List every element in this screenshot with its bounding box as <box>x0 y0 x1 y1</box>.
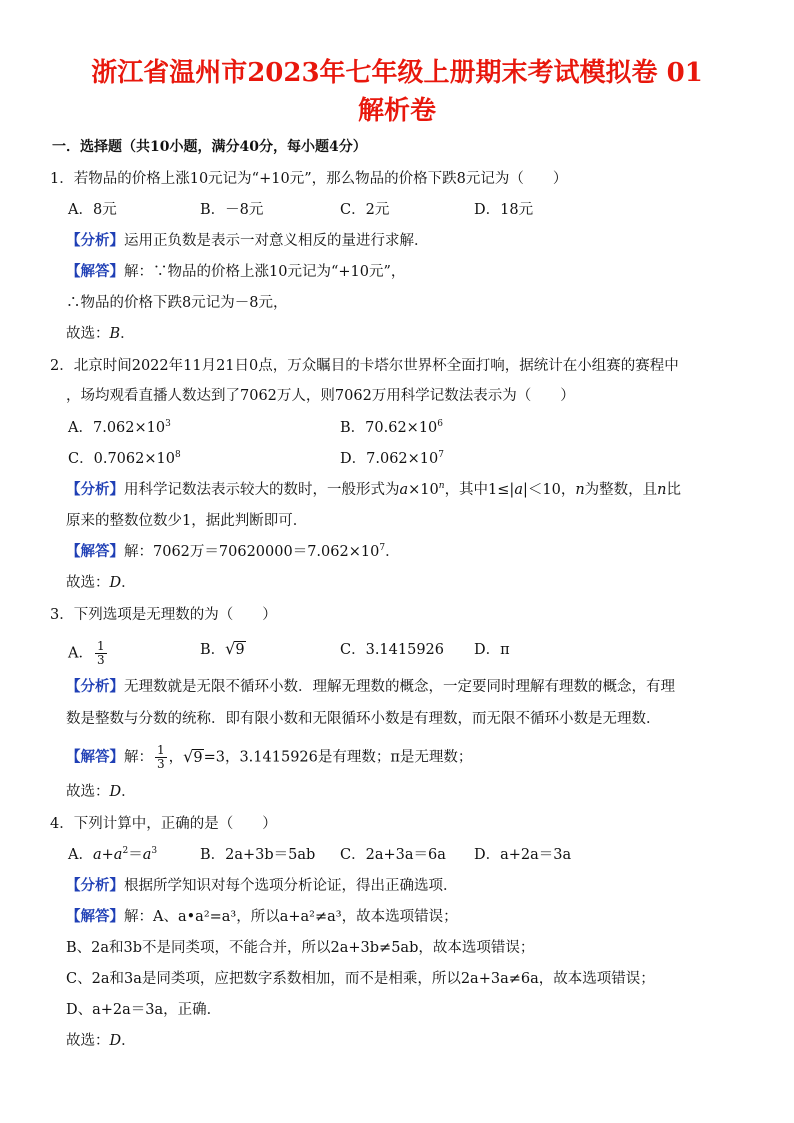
q4-option-b: B．2a+3b＝5ab <box>200 847 316 863</box>
q1-choice: 故选：B． <box>66 326 135 342</box>
q2-stem-line-1: 2．北京时间2022年11月21日0点，万众瞩目的卡塔尔世界杯全面打响，据统计在小组赛的赛程中 <box>50 358 679 374</box>
q4-stem: 4．下列计算中，正确的是（ ） <box>50 816 277 832</box>
q2-analysis-line-1: 【分析】用科学记数法表示较大的数时，一般形式为$a\times 10^n$，其中1≤|a|＜10，n为整数，且n比 <box>66 481 682 498</box>
q2-option-c: C．$0.7062\times 10^8$ <box>68 450 181 467</box>
q2-stem-line-2: ，场均观看直播人数达到了7062万人，则7062万用科学记数法表示为（ ） <box>66 388 575 404</box>
sqrt-nine: √ 9 <box>183 746 203 766</box>
q1-answer-line-2: ∴物品的价格下跌8元记为－8元， <box>66 295 288 311</box>
q4-option-d: D．a+2a＝3a <box>474 847 572 863</box>
q1-option-a: A．8元 <box>68 202 117 218</box>
fraction-one-third: $\frac{1}{3}$ <box>96 639 105 667</box>
q4-answer-line-2: B、2a和3b不是同类项，不能合并，所以2a+3b≠5ab，故本选项错误； <box>66 940 535 956</box>
q1-option-b: B．－8元 <box>200 202 264 218</box>
q3-analysis-line-1: 【分析】无理数就是无限不循环小数．理解无理数的概念，一定要同时理解有理数的概念，有理 <box>66 678 675 695</box>
fraction-one-third: $\frac{1}{3}$ <box>157 743 165 771</box>
sqrt-nine: √ 9 <box>225 639 245 658</box>
section-heading: 一．选择题（共10小题，满分40分，每小题4分） <box>52 139 367 155</box>
q1-analysis: 【分析】运用正负数是表示一对意义相反的量进行求解． <box>66 232 429 249</box>
q3-stem: 3．下列选项是无理数的为（ ） <box>50 607 277 623</box>
analysis-tag: 【分析】 <box>66 232 124 249</box>
q3-option-b: B． √ 9 <box>200 639 245 658</box>
q2-choice: 故选：D． <box>66 575 136 591</box>
q2-option-a: A．$7.062\times 10^3$ <box>68 419 171 436</box>
title-line-1: 浙江省温州市2023年七年级上册期末考试模拟卷 01 <box>91 58 703 88</box>
q2-option-d: D．$7.062\times 10^7$ <box>340 450 444 467</box>
q4-choice: 故选：D． <box>66 1033 136 1049</box>
q3-answer: 【解答】解： $\frac{1}{3}$ ， √ 9 =3，3.1415926是有理数；π是无理数； <box>66 743 473 771</box>
q1-option-c: C．2元 <box>340 202 390 218</box>
q3-option-d: D．π <box>474 642 510 658</box>
q1-stem: 1．若物品的价格上涨10元记为“+10元”，那么物品的价格下跌8元记为（ ） <box>50 171 568 187</box>
q1-answer-line-1: 【解答】解：∵物品的价格上涨10元记为“+10元”， <box>66 263 406 280</box>
q3-option-c: C．3.1415926 <box>340 642 445 658</box>
q4-option-a: A．$a+a^2=a^3$ <box>68 846 158 863</box>
q4-analysis: 【分析】根据所学知识对每个选项分析论证，得出正确选项． <box>66 877 458 894</box>
title-line-2: 解析卷 <box>357 96 436 126</box>
q4-answer-line-1: 【解答】解：A、a•a²=a³，所以a+a²≠a³，故本选项错误； <box>66 908 458 925</box>
q3-option-a: A． $\frac{1}{3}$ <box>68 639 105 667</box>
q4-answer-line-4: D、a+2a＝3a，正确． <box>66 1002 222 1018</box>
q2-analysis-line-2: 原来的整数位数少1，据此判断即可． <box>66 513 308 529</box>
q4-answer-line-3: C、2a和3a是同类项，应把数字系数相加，而不是相乘，所以2a+3a≠6a，故本选项错误； <box>66 971 655 987</box>
q2-option-b: B．$70.62\times 10^6$ <box>340 419 444 436</box>
q3-choice: 故选：D． <box>66 784 136 800</box>
q3-analysis-line-2: 数是整数与分数的统称．即有限小数和无限循环小数是有理数，而无限不循环小数是无理数． <box>66 711 661 727</box>
answer-tag: 【解答】 <box>66 263 124 280</box>
q2-answer: 【解答】解：7062万$=70620000=7.062\times 10^7$． <box>66 543 400 560</box>
q4-option-c: C．2a+3a＝6a <box>340 847 446 863</box>
q1-option-d: D．18元 <box>474 202 534 218</box>
